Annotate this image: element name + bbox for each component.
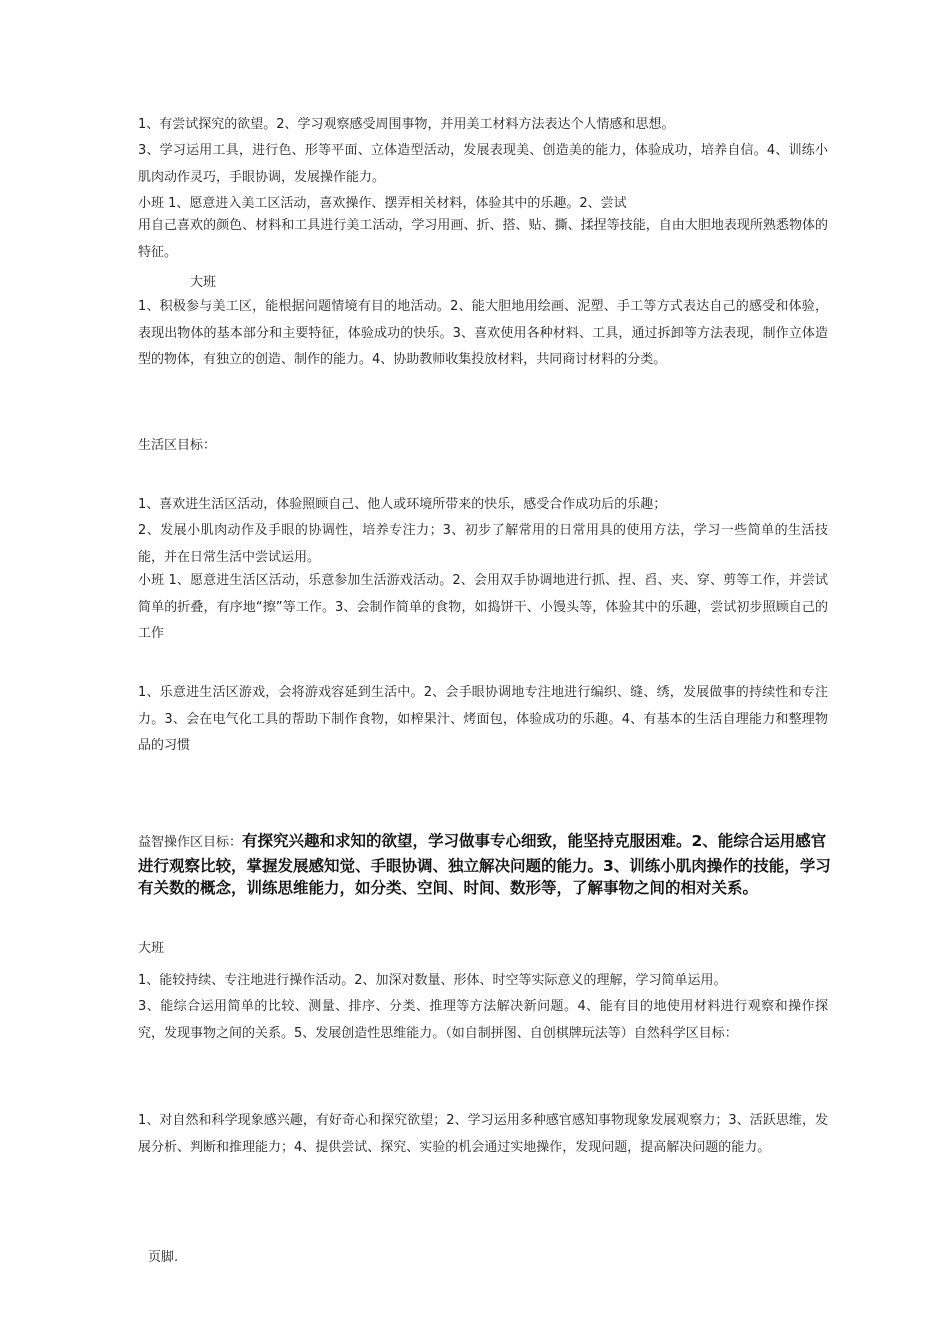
life-area-heading: 生活区目标： bbox=[138, 438, 217, 453]
puzzle-area-goals bbox=[138, 830, 838, 900]
puzzle-senior-paragraph-1: 1、能较持续、专注地进行操作活动。2、加深对数量、形体、时空等实际意义的理解，学习简单运用。 bbox=[138, 973, 727, 988]
puzzle-area-heading: 益智操作区目标： bbox=[138, 835, 243, 850]
puzzle-area-goal-text: 有探究兴趣和求知的欲望，学习做事专心细致，能坚持克服困难。2、能综合运用感官进行观察比较，掌握发展感知觉、手眼协调、独立解决问题的能力。3、训练小肌肉操作的技能，学习有关数的概念，训练思维能力，如分类、空间、时间、数形等，了解事物之间的相对关系。 bbox=[138, 832, 831, 897]
life-goal-paragraph-1: 1、喜欢进生活区活动，体验照顾自己、他人或环境所带来的快乐，感受合作成功后的乐趣； bbox=[138, 497, 667, 512]
art-senior-heading: 大班 bbox=[190, 275, 217, 290]
art-goal-paragraph-2: 3、学习运用工具，进行色、形等平面、立体造型活动，发展表现美、创造美的能力，体验成功，培养自信。4、训练小肌肉动作灵巧，手眼协调，发展操作能力。 bbox=[138, 143, 828, 185]
science-goal-paragraph: 1、对自然和科学现象感兴趣，有好奇心和探究欲望；2、学习运用多种感官感知事物现象发展观察力；3、活跃思维，发展分析、判断和推理能力；4、提供尝试、探究、实验的机会通过实地操作，发现问题，提高解决问题的能力。 bbox=[138, 1113, 828, 1155]
life-senior-paragraph: 1、乐意进生活区游戏，会将游戏容延到生活中。2、会手眼协调地专注地进行编织、缝、绣，发展做事的持续性和专注力。3、会在电气化工具的帮助下制作食物，如榨果汁、烤面包，体验成功的乐趣。4、有基本的生活自理能力和整理物品的习惯 bbox=[138, 685, 828, 753]
art-goal-paragraph-1: 1、有尝试探究的欲望。2、学习观察感受周围事物，并用美工材料方法表达个人情感和思想。 bbox=[138, 117, 675, 132]
art-junior-paragraph-cont: 用自己喜欢的颜色、材料和工具进行美工活动，学习用画、折、搭、贴、撕、揉捏等技能，自由大胆地表现所熟悉物体的特征。 bbox=[138, 218, 828, 260]
life-goal-paragraph-2: 2、发展小肌肉动作及手眼的协调性，培养专注力；3、初步了解常用的日常用具的使用方法，学习一些简单的生活技能，并在日常生活中尝试运用。 bbox=[138, 523, 828, 565]
art-senior-paragraph: 1、积极参与美工区，能根据问题情境有目的地活动。2、能大胆地用绘画、泥塑、手工等方式表达自己的感受和体验，表现出物体的基本部分和主要特征，体验成功的快乐。3、喜欢使用各种材料、工具，通过拆卸等方法表现，制作立体造型的物体，有独立的创造、制作的能力。4、协助教师收集投放材料，共同商讨材料的分类。 bbox=[138, 299, 828, 367]
art-junior-paragraph: 小班 1、愿意进入美工区活动，喜欢操作、摆弄相关材料，体验其中的乐趣。2、尝试 bbox=[138, 196, 627, 211]
page-footer: 页脚. bbox=[148, 1250, 179, 1265]
life-junior-paragraph: 小班 1、愿意进生活区活动，乐意参加生活游戏活动。2、会用双手协调地进行抓、捏、舀、夹、穿、剪等工作，并尝试简单的折叠，有序地“擦”等工作。3、会制作简单的食物，如捣饼干、小馒头等，体验其中的乐趣，尝试初步照顾自己的工作 bbox=[138, 573, 828, 641]
puzzle-senior-heading: 大班 bbox=[138, 941, 165, 956]
puzzle-senior-paragraph-2: 3、能综合运用简单的比较、测量、排序、分类、推理等方法解决新问题。4、能有目的地使用材料进行观察和操作探究，发现事物之间的关系。5、发展创造性思维能力。（如自制拼图、自创棋牌玩法等）自然科学区目标： bbox=[138, 999, 828, 1041]
